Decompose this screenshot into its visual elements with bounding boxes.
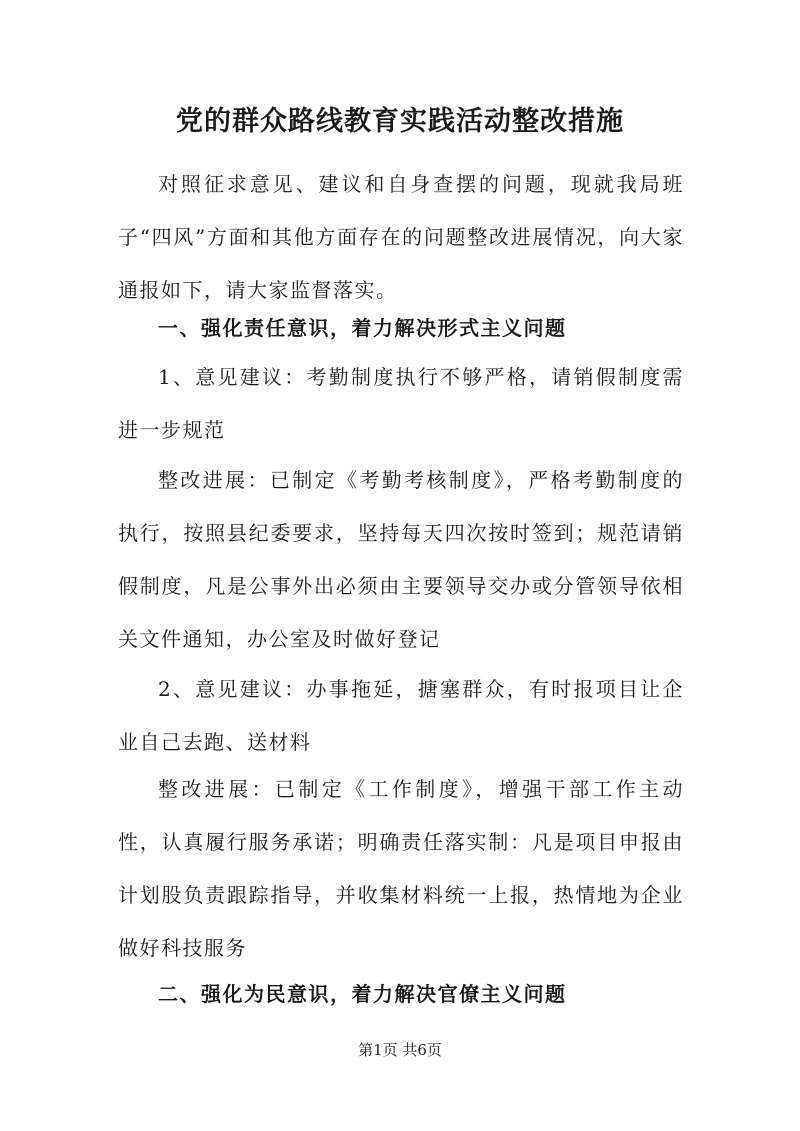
suggestion-1-paragraph: 1、意见建议：考勤制度执行不够严格，请销假制度需进一步规范 (118, 365, 684, 442)
section-heading-1: 一、强化责任意识，着力解决形式主义问题 (158, 316, 567, 340)
section-heading-2: 二、强化为民意识，着力解决官僚主义问题 (158, 982, 567, 1006)
document-title: 党的群众路线教育实践活动整改措施 (176, 106, 624, 137)
suggestion-2-paragraph: 2、意见建议：办事拖延，搪塞群众，有时报项目让企业自己去跑、送材料 (118, 677, 684, 754)
page-number-footer: 第1页 共6页 (358, 1041, 442, 1059)
progress-1-paragraph: 整改进展：已制定《考勤考核制度》，严格考勤制度的执行，按照县纪委要求，坚持每天四次按时签到；规范请销假制度，凡是公事外出必须由主要领导交办或分管领导依相关文件通知，办公室及时做好登记 (118, 468, 684, 651)
progress-2-paragraph: 整改进展：已制定《工作制度》，增强干部工作主动性，认真履行服务承诺；明确责任落实制：凡是项目申报由计划股负责跟踪指导，并收集材料统一上报，热情地为企业做好科技服务 (118, 777, 684, 960)
intro-paragraph: 对照征求意见、建议和自身查摆的问题，现就我局班子“四风”方面和其他方面存在的问题整改进展情况，向大家通报如下，请大家监督落实。 (118, 172, 684, 302)
